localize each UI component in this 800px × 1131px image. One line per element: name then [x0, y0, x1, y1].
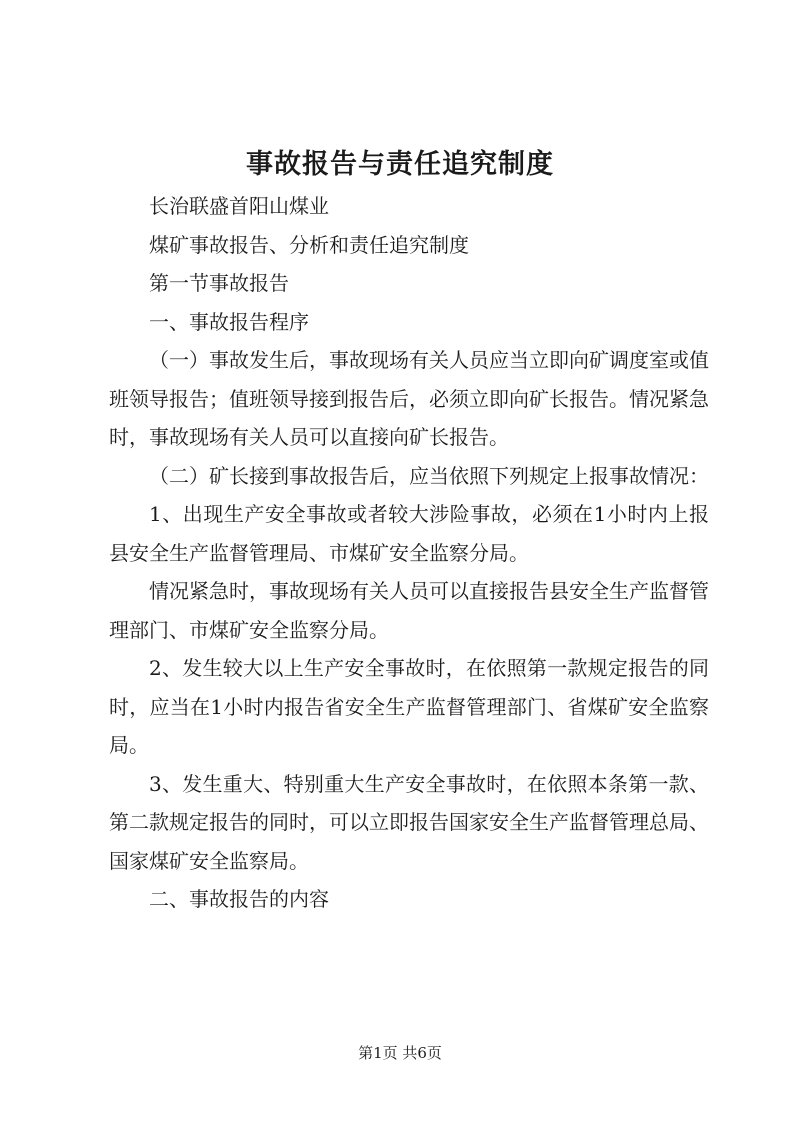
paragraph-rule-1: 1、出现生产安全事故或者较大涉险事故，必须在1小时内上报县安全生产监督管理局、市煤矿安全监察分局。: [109, 502, 709, 565]
paragraph-content-heading: 二、事故报告的内容: [149, 887, 329, 911]
paragraph-company: 长治联盛首阳山煤业: [149, 194, 329, 218]
document-body: [109, 187, 709, 919]
paragraph-rule-2: 2、发生较大以上生产安全事故时，在依照第一款规定报告的同时，应当在1小时内报告省安全生产监督管理部门、省煤矿安全监察局。: [109, 656, 709, 757]
paragraph-item-2: （二）矿长接到事故报告后，应当依照下列规定上报事故情况：: [149, 463, 709, 488]
paragraph-section-heading: 第一节事故报告: [149, 271, 289, 295]
document-title: 事故报告与责任追究制度: [246, 149, 554, 180]
paragraph-procedure-heading: 一、事故报告程序: [149, 309, 309, 334]
paragraph-rule-3: 3、发生重大、特别重大生产安全事故时，在依照本条第一款、第二款规定报告的同时，可以立即报告国家安全生产监督管理总局、国家煤矿安全监察局。: [109, 771, 709, 873]
page-footer: 第1页 共6页: [358, 1044, 442, 1062]
paragraph-item-1: （一）事故发生后，事故现场有关人员应当立即向矿调度室或值班领导报告；值班领导接到报告后，必须立即向矿长报告。情况紧急时，事故现场有关人员可以直接向矿长报告。: [109, 348, 709, 449]
paragraph-subtitle: 煤矿事故报告、分析和责任追究制度: [149, 232, 469, 257]
paragraph-rule-1-note: 情况紧急时，事故现场有关人员可以直接报告县安全生产监督管理部门、市煤矿安全监察分局。: [109, 579, 709, 642]
